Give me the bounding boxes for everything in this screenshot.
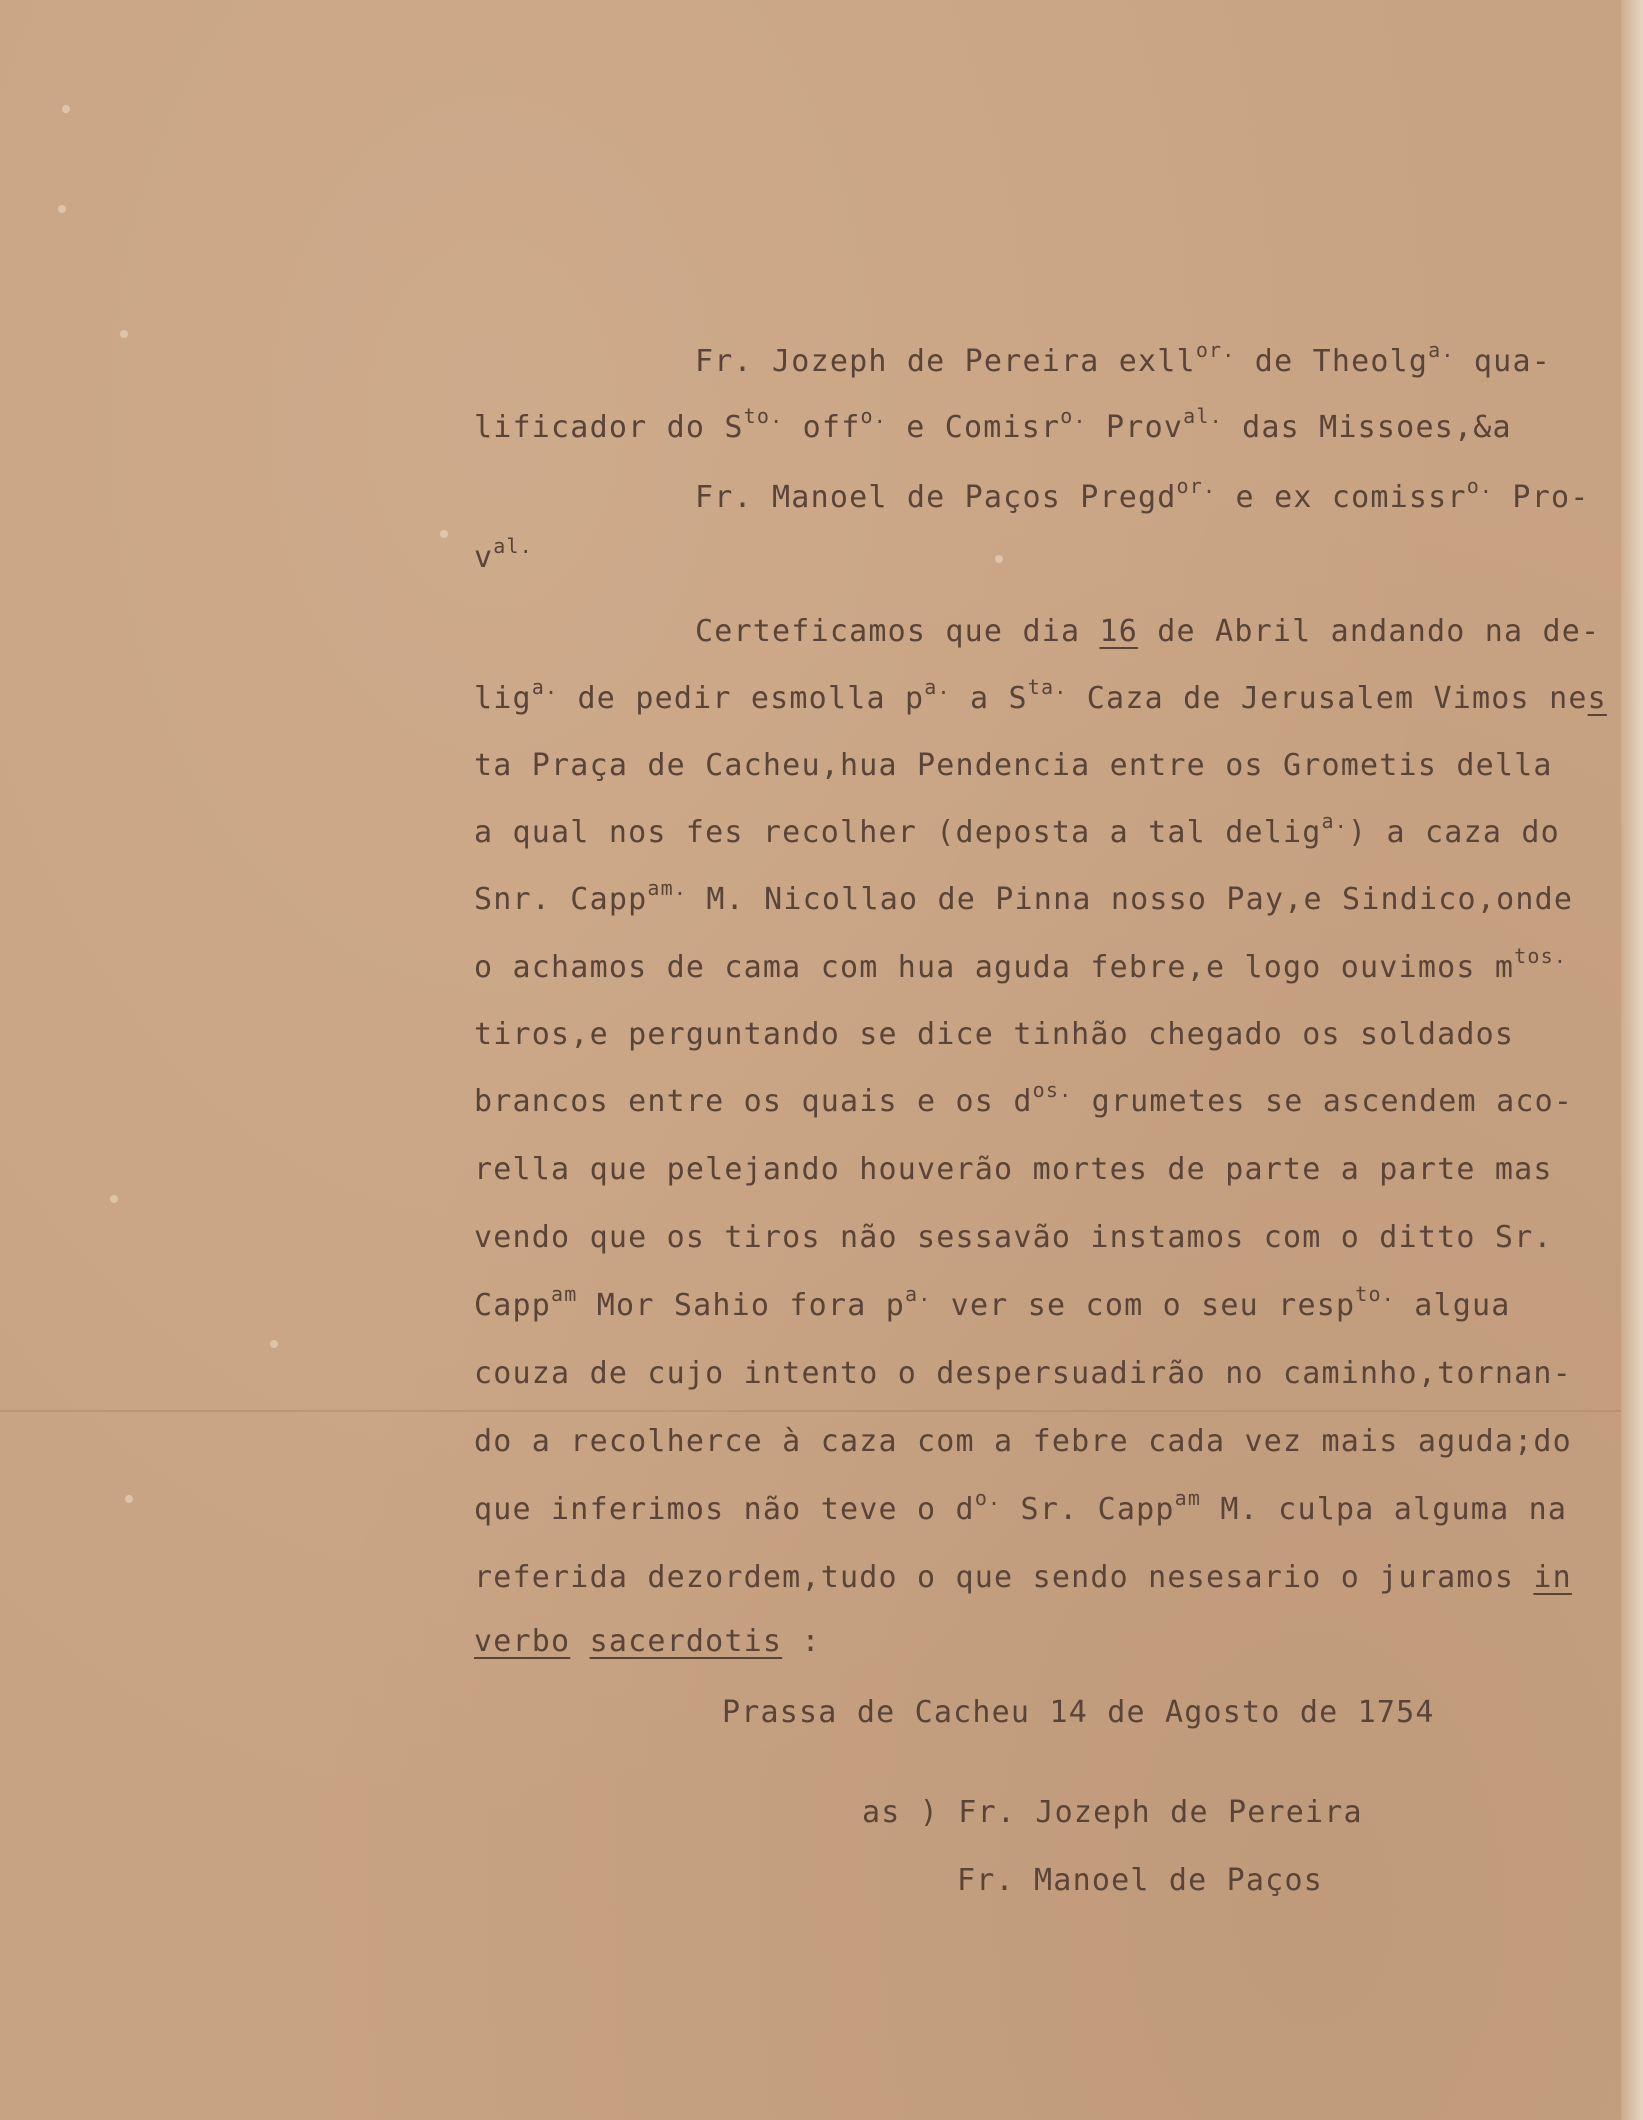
superscript-abbrev: am. [647,876,688,900]
heading-line-4 [474,534,533,576]
signature-name: Fr. Manoel de Paços [957,1863,1323,1898]
body-text: a S [950,681,1028,716]
superscript-abbrev: a. [531,675,559,699]
paper-fold [0,1410,1621,1412]
superscript-abbrev: o. [974,1486,1002,1510]
superscript-abbrev: tos. [1514,944,1568,968]
body-line-12 [474,1356,1572,1392]
heading-text: Prov [1086,410,1184,445]
body-line-14 [474,1486,1568,1528]
body-text: de pedir esmolla p [558,681,925,716]
body-text: Certeficamos que dia [695,614,1100,649]
body-text [570,1624,589,1659]
superscript-abbrev: al. [1183,404,1223,428]
heading-line-2 [474,404,1512,446]
heading-text: de Theolg [1235,344,1429,379]
body-text: ta Praça de Cacheu,hua Pendencia entre os Grometis della [474,748,1553,783]
superscript-abbrev: a. [1428,338,1455,362]
body-line-3 [474,748,1553,784]
paper-speck [995,555,1003,563]
body-text: rella que pelejando houverão mortes de parte a parte mas [474,1152,1553,1187]
body-line-15 [474,1560,1572,1596]
body-text: lig [474,681,532,716]
body-line-10 [474,1220,1553,1256]
body-text: referida dezordem,tudo o que sendo nesesario o juramos [474,1560,1534,1595]
body-line-1 [695,614,1600,650]
superscript-abbrev: or. [1195,338,1236,362]
superscript-abbrev: a. [924,675,951,699]
paper-speck [120,330,128,338]
body-text: Mor Sahio fora p [577,1288,905,1323]
paper-speck [270,1340,278,1348]
body-line-8 [474,1078,1574,1120]
body-text: Snr. Capp [474,882,648,917]
heading-text: qua- [1454,344,1551,379]
heading-line-3 [695,474,1590,516]
body-text: a qual nos fes recolher (deposta a tal delig [474,815,1322,850]
heading-text: das Missoes,&a [1222,410,1512,445]
body-line-5 [474,876,1574,918]
body-text: grumetes se ascendem aco- [1072,1084,1574,1119]
heading-text: e Comisr [886,410,1061,445]
heading-text: v [474,540,494,575]
body-text: M. culpa alguma na [1201,1492,1568,1527]
heading-text: e ex comissr [1216,480,1467,515]
heading-text: Fr. Jozeph de Pereira exll [695,344,1196,379]
body-text: ver se com o seu resp [931,1288,1356,1323]
paper-speck [125,1495,133,1503]
body-text: vendo que os tiros não sessavão instamos com o ditto Sr. [474,1220,1553,1255]
underlined-letter: s [1587,681,1607,716]
body-line-6 [474,944,1568,986]
superscript-abbrev: to. [743,404,784,428]
superscript-abbrev: o. [1060,404,1087,428]
signature-name: as ) Fr. Jozeph de Pereira [862,1795,1363,1830]
body-line-11 [474,1282,1511,1324]
signature-line-1 [862,1795,1363,1831]
superscript-abbrev: am [551,1282,578,1306]
superscript-abbrev: os. [1032,1078,1073,1102]
body-text: couza de cujo intento o despersuadirão no caminho,tornan- [474,1356,1572,1391]
signature-line-2 [957,1863,1323,1899]
underlined-latin: in [1533,1560,1572,1595]
body-text: Sr. Capp [1001,1492,1175,1527]
body-text: M. Nicollao de Pinna nosso Pay,e Sindico,onde [687,882,1574,917]
underlined-latin: verbo [474,1624,571,1659]
body-line-9 [474,1152,1553,1188]
body-line-16 [474,1624,821,1660]
superscript-abbrev: a. [904,1282,932,1306]
superscript-abbrev: o. [1466,474,1494,498]
underlined-latin: sacerdotis [589,1624,783,1659]
body-line-2 [474,675,1607,717]
paper-speck [62,105,70,113]
superscript-abbrev: am [1174,1486,1202,1510]
heading-text: lificador do S [474,410,744,445]
superscript-abbrev: al. [493,534,533,558]
place-date: Prassa de Cacheu 14 de Agosto de 1754 [722,1695,1435,1730]
body-text: de Abril andando na de- [1138,614,1601,649]
body-text: : [782,1624,821,1659]
superscript-abbrev: o. [860,404,887,428]
body-text: Capp [474,1288,552,1323]
body-text: ) a caza do [1348,815,1560,850]
body-line-13 [474,1424,1572,1460]
paper-speck [58,205,66,213]
heading-text: Fr. Manoel de Paços Pregd [695,480,1177,515]
body-text: tiros,e perguntando se dice tinhão chegado os soldados [474,1017,1515,1052]
heading-line-1 [695,338,1551,380]
paper-edge [1621,0,1643,2120]
paper-speck [440,530,448,538]
heading-text: Pro- [1493,480,1590,515]
body-text: brancos entre os quais e os d [474,1084,1033,1119]
superscript-abbrev: a. [1321,809,1348,833]
place-date-line [722,1695,1435,1731]
underlined-date: 16 [1099,614,1139,649]
heading-text: off [783,410,861,445]
paper-speck [110,1195,118,1203]
body-text: Caza de Jerusalem Vimos ne [1067,681,1588,716]
superscript-abbrev: or. [1176,474,1217,498]
body-text: algua [1394,1288,1511,1323]
superscript-abbrev: ta. [1027,675,1068,699]
body-line-4 [474,809,1560,851]
superscript-abbrev: to. [1355,1282,1395,1306]
body-text: o achamos de cama com hua aguda febre,e logo ouvimos m [474,950,1515,985]
body-text: do a recolherce à caza com a febre cada vez mais aguda;do [474,1424,1572,1459]
body-text: que inferimos não teve o d [474,1492,975,1527]
body-line-7 [474,1017,1514,1053]
